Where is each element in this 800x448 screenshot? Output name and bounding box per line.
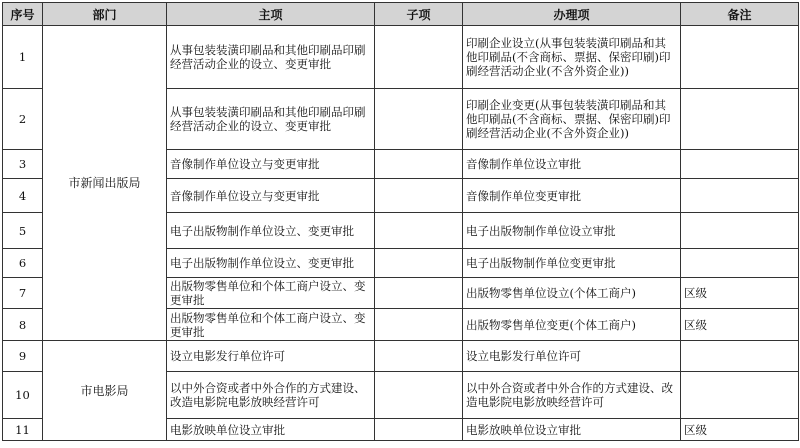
table-row — [3, 26, 799, 89]
handling-item-cell: 电子出版物制作单位变更审批 — [463, 249, 681, 278]
header-no: 序号 — [3, 3, 43, 26]
main-item-cell: 从事包装装潢印刷品和其他印刷品印刷经营活动企业的设立、变更审批 — [167, 89, 375, 150]
handling-item-cell: 出版物零售单位设立(个体工商户) — [463, 278, 681, 309]
row-number: 3 — [3, 150, 43, 179]
main-item-cell: 电影放映单位设立审批 — [167, 419, 375, 441]
remarks-cell — [681, 372, 799, 419]
handling-item-cell: 音像制作单位设立审批 — [463, 150, 681, 179]
handling-item-cell: 印刷企业设立(从事包装装潢印刷品和其他印刷品(不含商标、票据、保密印刷)印刷经营活动企业(不含外资企业)) — [463, 26, 681, 89]
table-header-row — [3, 3, 799, 26]
sub-item-cell — [375, 213, 463, 249]
handling-item-cell: 电影放映单位设立审批 — [463, 419, 681, 441]
header-handling-item: 办理项 — [463, 3, 681, 26]
row-number: 8 — [3, 309, 43, 341]
sub-item-cell — [375, 89, 463, 150]
handling-item-cell: 以中外合资或者中外合作的方式建设、改造电影院电影放映经营许可 — [463, 372, 681, 419]
row-number: 7 — [3, 278, 43, 309]
row-number: 11 — [3, 419, 43, 441]
row-number: 10 — [3, 372, 43, 419]
main-item-cell: 音像制作单位设立与变更审批 — [167, 179, 375, 213]
table-row — [3, 341, 799, 372]
row-number: 4 — [3, 179, 43, 213]
handling-item-cell: 印刷企业变更(从事包装装潢印刷品和其他印刷品(不含商标、票据、保密印刷)印刷经营活动企业(不含外资企业)) — [463, 89, 681, 150]
sub-item-cell — [375, 179, 463, 213]
sub-item-cell — [375, 419, 463, 441]
header-main-item: 主项 — [167, 3, 375, 26]
main-item-cell: 出版物零售单位和个体工商户设立、变更审批 — [167, 309, 375, 341]
main-item-cell: 音像制作单位设立与变更审批 — [167, 150, 375, 179]
sub-item-cell — [375, 278, 463, 309]
sub-item-cell — [375, 372, 463, 419]
row-number: 1 — [3, 26, 43, 89]
row-number: 5 — [3, 213, 43, 249]
main-item-cell: 出版物零售单位和个体工商户设立、变更审批 — [167, 278, 375, 309]
remarks-cell — [681, 179, 799, 213]
sub-item-cell — [375, 26, 463, 89]
header-department: 部门 — [43, 3, 167, 26]
department-cell: 市新闻出版局 — [43, 26, 167, 341]
handling-item-cell: 电子出版物制作单位设立审批 — [463, 213, 681, 249]
sub-item-cell — [375, 341, 463, 372]
header-remarks: 备注 — [681, 3, 799, 26]
approval-items-table — [2, 2, 799, 441]
main-item-cell: 电子出版物制作单位设立、变更审批 — [167, 249, 375, 278]
row-number: 9 — [3, 341, 43, 372]
remarks-cell: 区级 — [681, 419, 799, 441]
main-item-cell: 以中外合资或者中外合作的方式建设、改造电影院电影放映经营许可 — [167, 372, 375, 419]
main-item-cell: 设立电影发行单位许可 — [167, 341, 375, 372]
sub-item-cell — [375, 249, 463, 278]
remarks-cell — [681, 89, 799, 150]
row-number: 6 — [3, 249, 43, 278]
header-sub-item: 子项 — [375, 3, 463, 26]
sub-item-cell — [375, 150, 463, 179]
main-item-cell: 电子出版物制作单位设立、变更审批 — [167, 213, 375, 249]
sub-item-cell — [375, 309, 463, 341]
handling-item-cell: 音像制作单位变更审批 — [463, 179, 681, 213]
department-cell: 市电影局 — [43, 341, 167, 441]
remarks-cell: 区级 — [681, 278, 799, 309]
remarks-cell — [681, 26, 799, 89]
remarks-cell: 区级 — [681, 309, 799, 341]
remarks-cell — [681, 213, 799, 249]
handling-item-cell: 出版物零售单位变更(个体工商户) — [463, 309, 681, 341]
remarks-cell — [681, 150, 799, 179]
remarks-cell — [681, 249, 799, 278]
remarks-cell — [681, 341, 799, 372]
handling-item-cell: 设立电影发行单位许可 — [463, 341, 681, 372]
main-item-cell: 从事包装装潢印刷品和其他印刷品印刷经营活动企业的设立、变更审批 — [167, 26, 375, 89]
row-number: 2 — [3, 89, 43, 150]
